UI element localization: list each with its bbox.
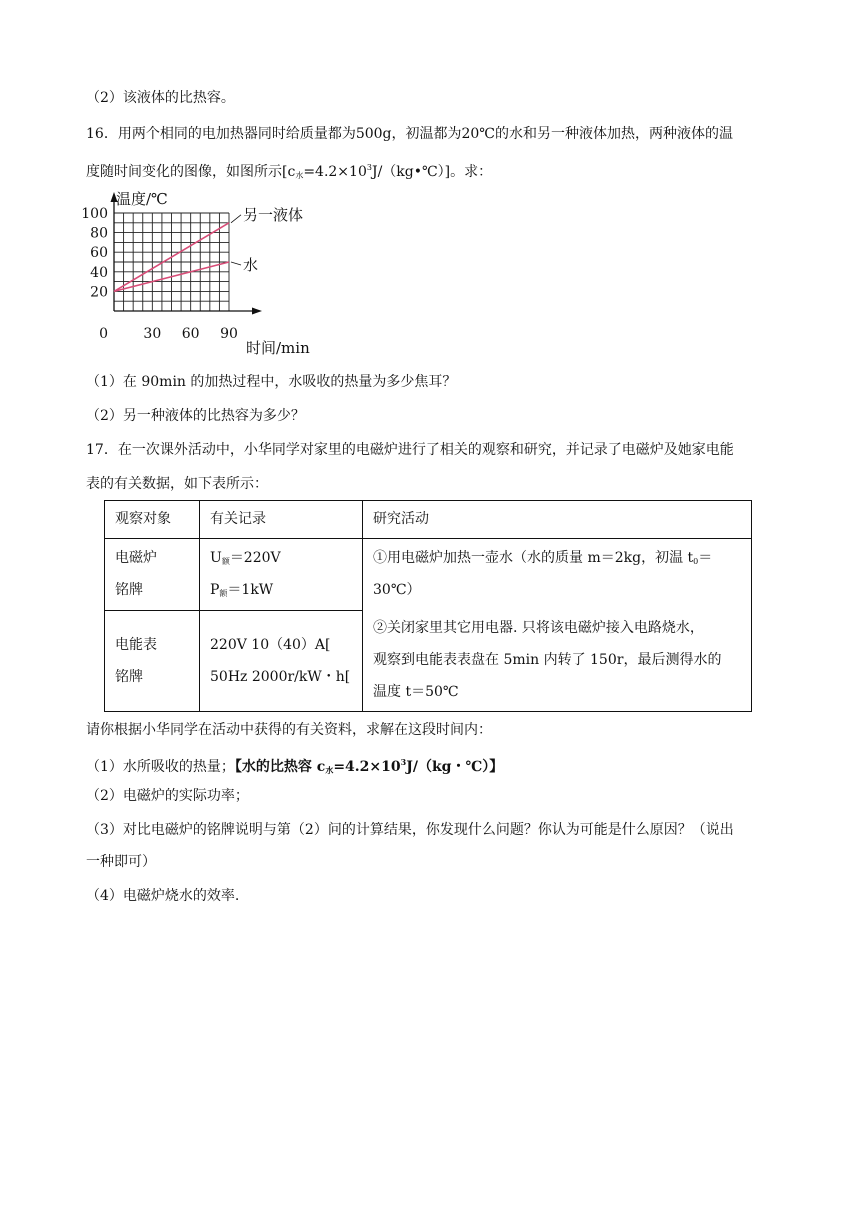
- x-tick-label: 30: [143, 326, 162, 342]
- q16-stem-line2: 度随时间变化的图像，如图所示$[c_水=4.2\times 10^3J/(kg•℃)]$。求：: [86, 163, 493, 180]
- y-tick-label: 40: [90, 264, 108, 281]
- y-tick-label: 0: [99, 326, 108, 342]
- chart-y-axis-label: 温度/℃: [116, 190, 168, 208]
- q17-part4: （4）电磁炉烧水的效率.: [86, 888, 240, 904]
- q16-part2: （2）另一种液体的比热容为多少？: [86, 408, 305, 424]
- table-header-record: 有关记录: [200, 501, 363, 539]
- table-cell-activity-2: ②关闭家里其它用电器. 只将该电磁炉接入电路烧水， 观察到电能表表盘在 5min 内转了 150r，最后测得水的 温度 t＝50℃: [363, 611, 752, 712]
- x-tick-label: 90: [220, 326, 238, 342]
- q17-intro: 请你根据小华同学在活动中获得的有关资料，求解在这段时间内：: [86, 722, 492, 738]
- chart-grid: [114, 213, 229, 311]
- table-cell-record-induction-cooker: $U_额=220V$ $P_额=1kW$: [200, 539, 363, 611]
- table-cell-object-induction-cooker: 电磁炉 铭牌: [105, 539, 200, 611]
- table-header-object: 观察对象: [105, 501, 200, 539]
- series-label-leader: [231, 215, 241, 223]
- chart-ticks: [81, 206, 238, 342]
- series-label-leader: [231, 262, 241, 265]
- series-label: 水: [243, 256, 259, 274]
- y-tick-label: 20: [90, 284, 108, 301]
- q17-part3-line1: （3）对比电磁炉的铭牌说明与第（2）问的计算结果，你发现什么问题？你认为可能是什么原因？（说出: [86, 822, 734, 838]
- q15-part2: （2）该液体的比热容。: [86, 90, 235, 106]
- q17-part1: （1）水所吸收的热量；【水的比热容 $c_水=4.2\times 10^3J/(kg$・℃）】: [86, 757, 504, 775]
- y-tick-label: 100: [81, 206, 108, 222]
- x-tick-label: 60: [181, 326, 200, 342]
- x-axis-arrow: [252, 308, 262, 315]
- table-header-activity: 研究活动: [363, 501, 752, 539]
- table-cell-object-meter: 电能表 铭牌: [105, 611, 200, 712]
- chart-x-axis-label: 时间/min: [246, 339, 310, 357]
- data-table: [104, 500, 752, 712]
- q16-part1: （1）在 90min 的加热过程中，水吸收的热量为多少焦耳？: [86, 374, 457, 390]
- y-tick-label: 60: [90, 245, 108, 262]
- table-cell-record-meter: 220V 10（40）A[ 50Hz 2000r/kW・h[: [200, 611, 363, 712]
- table-cell-activity-1: ①用电磁炉加热一壶水（水的质量 m＝2kg，初温 $t_0=$ 30℃）: [363, 539, 752, 611]
- q17-part3-line2: 一种即可）: [86, 854, 156, 870]
- temperature-time-chart: [81, 186, 326, 358]
- series-label: 另一液体: [243, 205, 304, 224]
- q17-part2: （2）电磁炉的实际功率；: [86, 788, 249, 804]
- y-tick-label: 80: [90, 225, 108, 242]
- q16-stem-line1: 16．用两个相同的电加热器同时给质量都为500g，初温都为20℃的水和另一种液体加热，两种液体的温: [86, 126, 733, 142]
- q17-stem-line2: 表的有关数据，如下表所示：: [86, 476, 268, 492]
- q17-stem-line1: 17．在一次课外活动中，小华同学对家里的电磁炉进行了相关的观察和研究，并记录了电磁炉及她家电能: [86, 442, 734, 458]
